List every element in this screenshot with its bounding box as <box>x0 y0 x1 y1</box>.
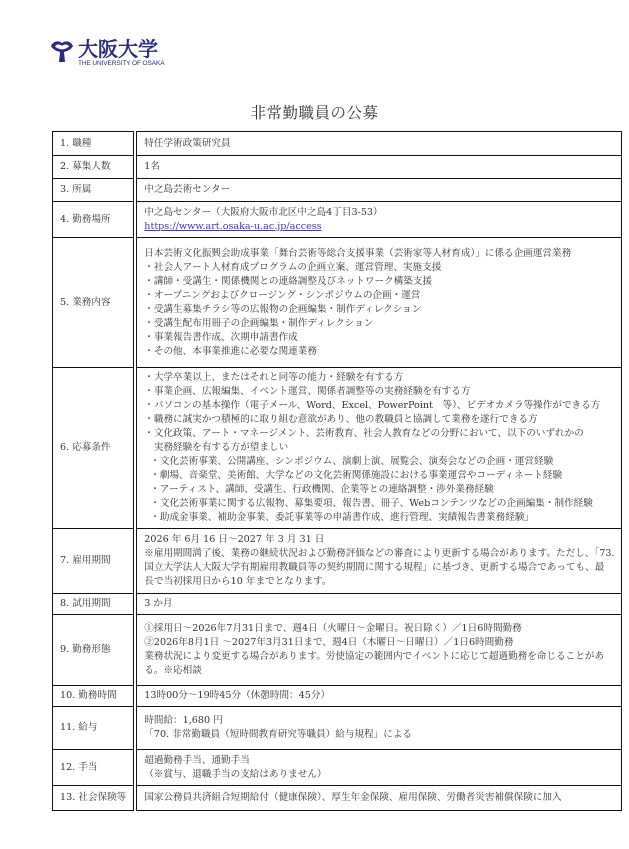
row-value <box>135 594 622 615</box>
table-row <box>53 179 622 202</box>
row-value <box>135 707 622 750</box>
row-value <box>135 132 622 156</box>
value-line: ①採用日～2026年7月31日まで、週4日（火曜日～金曜日。祝日除く）／1日6時間勤務 <box>144 623 522 634</box>
table-row <box>53 132 622 156</box>
value-line: ・受講生配布用冊子の企画編集・制作ディレクション <box>144 317 374 329</box>
value-line: ・事業企画、広報編集、イベント運営、関係者調整等の実務経験を有する方 <box>144 386 471 397</box>
value-line: 2026 年 6月 16 日～2027 年 3 月 31 日 <box>144 534 325 545</box>
table-row <box>53 238 622 368</box>
value-line: ・職務に誠実かつ積極的に取り組む意欲があり、他の教職員と協調して業務を遂行できる方 <box>144 414 538 425</box>
row-label: 7. 雇用期間 <box>53 529 136 594</box>
value-line: 業務状況により変更する場合があります。労使協定の範囲内でイベントに応じて超過勤務を命じることがあ <box>144 651 605 662</box>
value-line: ・社会人アート人材育成プログラムの企画立案、運営管理、実施支援 <box>144 261 442 273</box>
row-label: 6. 応募条件 <box>53 368 136 529</box>
value-subline: ・劇場、音楽堂、美術館、大学などの文化芸術関係施設における事業運営やコーディネート経験 <box>150 470 563 481</box>
value-line: ※雇用期間満了後、業務の継続状況および勤務評価などの審査により更新する場合があります。ただし、「73. <box>144 548 615 559</box>
value-line: ・講師・受講生・関係機関との連絡調整及びネットワーク構築支援 <box>144 275 433 287</box>
row-value <box>135 238 622 368</box>
university-logo <box>50 38 164 68</box>
value-line: ・その他、本事業推進に必要な関連業務 <box>144 345 317 357</box>
table-row <box>53 368 622 529</box>
row-label: 4. 勤務場所 <box>53 202 136 238</box>
table-row <box>53 594 622 615</box>
value-line: 実務経験を有する方が望ましい <box>144 442 289 453</box>
row-label: 13. 社会保険等 <box>53 786 136 811</box>
value-line: ・大学卒業以上、またはそれと同等の能力・経験を有する方 <box>144 372 404 383</box>
table-row <box>53 202 622 238</box>
row-value <box>135 179 622 202</box>
value-line: ・パソコンの基本操作（電子メール、Word、Excel、PowerPoint 等）、ビデオカメラ等操作ができる方 <box>144 400 601 411</box>
table-row <box>53 686 622 707</box>
table-row <box>53 707 622 750</box>
value-line: ②2026年8月1日 ～2027年3月31日まで、週4日（木曜日～日曜日）／1日6時間勤務 <box>144 637 514 648</box>
ginkgo-leaf-icon <box>50 39 74 63</box>
row-value <box>135 202 622 238</box>
row-label: 2. 募集人数 <box>53 156 136 179</box>
value-line: 「70. 非常勤職員（短時間教育研究等職員）給与規程」による <box>144 729 413 740</box>
job-details-table <box>52 131 622 811</box>
value-subline: ・アーティスト、講師、受講生、行政機関、企業等との連絡調整・渉外業務経験 <box>150 484 494 495</box>
value-line: 3 か月 <box>144 598 173 609</box>
row-value <box>135 786 622 811</box>
table-row <box>53 786 622 811</box>
value-line: ・事業報告書作成、次期申請書作成 <box>144 331 298 343</box>
row-label: 10. 勤務時間 <box>53 686 136 707</box>
table-row <box>53 529 622 594</box>
row-value <box>135 615 622 686</box>
row-value <box>135 529 622 594</box>
row-label: 8. 試用期間 <box>53 594 136 615</box>
value-line: 中之島芸術センター <box>144 184 231 195</box>
row-value <box>135 156 622 179</box>
row-label: 11. 給与 <box>53 707 136 750</box>
value-line: 特任学術政策研究員 <box>144 137 231 149</box>
row-label: 3. 所属 <box>53 179 136 202</box>
value-line: （※賞与、退職手当の支給はありません） <box>144 768 327 780</box>
table-row <box>53 156 622 179</box>
value-line: 13時00分～19時45分（休憩時間：45分） <box>144 690 331 701</box>
value-line: 日本芸術文化振興会助成事業「舞台芸術等総合支援事業（芸術家等人材育成）」に係る企画運営業務 <box>144 247 572 259</box>
value-line: 国立大学法人大阪大学有期雇用教職員等の契約期間に関する規程」に基づき、更新する場合であっても、最 <box>144 562 605 573</box>
table-row <box>53 615 622 686</box>
value-line: 時間給：1,680 円 <box>144 715 223 726</box>
value-line: ・オープニングおよびクロージング・シンポジウムの企画・運営 <box>144 289 421 301</box>
value-line: 長で当初採用日から10 年までとなります。 <box>144 576 332 587</box>
value-subline: ・文化芸術事業に関する広報物、募集要項、報告書、冊子、Webコンテンツなどの企画編集・制作経験 <box>150 498 593 509</box>
value-line: ・文化政策、アート・マネージメント、芸術教育、社会人教育などの分野において、以下のいずれかの <box>144 428 584 439</box>
logo-japanese-name: 大阪大学 <box>78 37 158 61</box>
row-label: 9. 勤務形態 <box>53 615 136 686</box>
page-title: 非常勤職員の公募 <box>250 104 379 122</box>
value-subline: ・文化芸術事業、公開講座、シンポジウム、演劇上演、展覧会、演奏会などの企画・運営経験 <box>150 456 554 467</box>
value-line: 中之島センター（大阪府大阪市北区中之島4丁目3-53） <box>144 206 383 218</box>
value-line: 超過勤務手当、通勤手当 <box>144 754 250 766</box>
value-line: 国家公務員共済組合短期給付（健康保険）、厚生年金保険、雇用保険、労働者災害補償保険に加入 <box>144 792 562 803</box>
row-value <box>135 368 622 529</box>
access-link[interactable]: https://www.art.osaka-u.ac.jp/access <box>144 220 322 232</box>
logo-english-name: THE UNIVERSITY OF OSAKA <box>78 60 165 67</box>
row-label: 5. 業務内容 <box>53 238 136 368</box>
row-value <box>135 750 622 786</box>
value-line: る。※応相談 <box>144 665 202 676</box>
table-row <box>53 750 622 786</box>
row-label: 12. 手当 <box>53 750 136 786</box>
value-line: ・受講生募集チラシ等の広報物の企画編集・制作ディレクション <box>144 303 422 315</box>
value-line: 1名 <box>144 161 160 172</box>
row-value <box>135 686 622 707</box>
value-subline: ・助成金事業、補助金事業、委託事業等の申請書作成、進行管理、実績報告書業務経験」 <box>150 512 535 523</box>
row-label: 1. 職種 <box>53 132 136 156</box>
